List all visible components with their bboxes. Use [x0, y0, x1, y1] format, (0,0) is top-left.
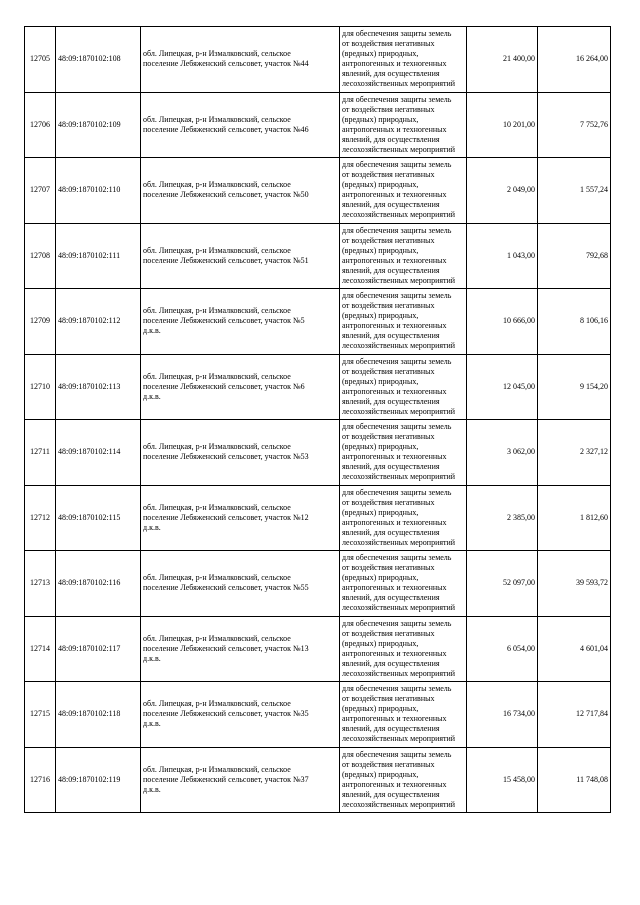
- value-cell: 7 752,76: [538, 92, 611, 158]
- cadastral-number-cell: 48:09:1870102:108: [56, 27, 141, 93]
- address-line: поселение Лебяженский сельсовет, участок №35: [143, 709, 309, 719]
- value-cell: 16 264,00: [538, 27, 611, 93]
- value-cell: 4 601,04: [538, 616, 611, 682]
- address-cell: [141, 223, 340, 289]
- value-cell: 1 557,24: [538, 158, 611, 224]
- address-cell: [141, 551, 340, 617]
- purpose-line: лесохозяйственных мероприятий: [342, 79, 456, 89]
- table-row: [25, 747, 611, 813]
- address-cell: [141, 27, 340, 93]
- purpose-line: для обеспечения защиты земель: [342, 94, 452, 104]
- purpose-line: от воздействия негативных: [342, 432, 435, 442]
- address-cell: [141, 158, 340, 224]
- area-cell: 2 385,00: [467, 485, 538, 551]
- address-cell: [141, 92, 340, 158]
- purpose-line: явлений, для осуществления: [342, 134, 440, 144]
- purpose-line: антропогенных и техногенных: [342, 321, 447, 331]
- value-cell: 39 593,72: [538, 551, 611, 617]
- purpose-line: явлений, для осуществления: [342, 396, 440, 406]
- address-line: обл. Липецкая, р-н Измалковский, сельское: [143, 442, 291, 452]
- purpose-line: (вредных) природных,: [342, 638, 419, 648]
- table-row: [25, 485, 611, 551]
- purpose-line: явлений, для осуществления: [342, 527, 440, 537]
- record-number-cell: 12711: [25, 420, 56, 486]
- purpose-line: явлений, для осуществления: [342, 265, 440, 275]
- table-row: [25, 354, 611, 420]
- value-cell: 1 812,60: [538, 485, 611, 551]
- purpose-cell: [340, 616, 467, 682]
- cadastral-number-cell: 48:09:1870102:113: [56, 354, 141, 420]
- purpose-line: явлений, для осуществления: [342, 593, 440, 603]
- address-cell: [141, 616, 340, 682]
- purpose-line: антропогенных и техногенных: [342, 386, 447, 396]
- purpose-line: от воздействия негативных: [342, 563, 435, 573]
- purpose-line: антропогенных и техногенных: [342, 648, 447, 658]
- purpose-line: от воздействия негативных: [342, 694, 435, 704]
- purpose-line: (вредных) природных,: [342, 573, 419, 583]
- value-cell: 8 106,16: [538, 289, 611, 355]
- address-line: д.к.в.: [143, 326, 161, 336]
- cadastral-number-cell: 48:09:1870102:111: [56, 223, 141, 289]
- area-cell: 10 201,00: [467, 92, 538, 158]
- address-line: обл. Липецкая, р-н Измалковский, сельское: [143, 371, 291, 381]
- area-cell: 16 734,00: [467, 682, 538, 748]
- address-cell: [141, 485, 340, 551]
- purpose-line: для обеспечения защиты земель: [342, 553, 452, 563]
- purpose-line: явлений, для осуществления: [342, 69, 440, 79]
- purpose-cell: [340, 158, 467, 224]
- value-cell: 792,68: [538, 223, 611, 289]
- area-cell: 10 666,00: [467, 289, 538, 355]
- purpose-line: от воздействия негативных: [342, 366, 435, 376]
- address-line: обл. Липецкая, р-н Измалковский, сельское: [143, 633, 291, 643]
- address-line: поселение Лебяженский сельсовет, участок №44: [143, 59, 309, 69]
- address-line: д.к.в.: [143, 784, 161, 794]
- address-line: поселение Лебяженский сельсовет, участок №53: [143, 452, 309, 462]
- address-line: обл. Липецкая, р-н Измалковский, сельское: [143, 699, 291, 709]
- cadastral-number-cell: 48:09:1870102:115: [56, 485, 141, 551]
- purpose-line: от воздействия негативных: [342, 170, 435, 180]
- address-line: обл. Липецкая, р-н Измалковский, сельское: [143, 502, 291, 512]
- purpose-cell: [340, 223, 467, 289]
- purpose-line: (вредных) природных,: [342, 769, 419, 779]
- address-line: поселение Лебяженский сельсовет, участок №5: [143, 316, 305, 326]
- record-number-cell: 12709: [25, 289, 56, 355]
- cadastral-number-cell: 48:09:1870102:117: [56, 616, 141, 682]
- purpose-line: от воздействия негативных: [342, 497, 435, 507]
- purpose-line: антропогенных и техногенных: [342, 517, 447, 527]
- value-cell: 2 327,12: [538, 420, 611, 486]
- purpose-line: лесохозяйственных мероприятий: [342, 668, 456, 678]
- purpose-line: (вредных) природных,: [342, 442, 419, 452]
- cadastral-number-cell: 48:09:1870102:116: [56, 551, 141, 617]
- value-cell: 11 748,08: [538, 747, 611, 813]
- address-line: д.к.в.: [143, 653, 161, 663]
- purpose-cell: [340, 747, 467, 813]
- purpose-line: лесохозяйственных мероприятий: [342, 275, 456, 285]
- purpose-line: для обеспечения защиты земель: [342, 356, 452, 366]
- purpose-line: лесохозяйственных мероприятий: [342, 406, 456, 416]
- address-line: обл. Липецкая, р-н Измалковский, сельское: [143, 114, 291, 124]
- address-line: обл. Липецкая, р-н Измалковский, сельское: [143, 49, 291, 59]
- purpose-line: антропогенных и техногенных: [342, 59, 447, 69]
- purpose-line: явлений, для осуществления: [342, 789, 440, 799]
- purpose-line: лесохозяйственных мероприятий: [342, 341, 456, 351]
- cadastral-number-cell: 48:09:1870102:114: [56, 420, 141, 486]
- address-line: поселение Лебяженский сельсовет, участок №13: [143, 643, 309, 653]
- address-line: обл. Липецкая, р-н Измалковский, сельское: [143, 573, 291, 583]
- purpose-line: для обеспечения защиты земель: [342, 160, 452, 170]
- table-row: [25, 27, 611, 93]
- purpose-line: (вредных) природных,: [342, 245, 419, 255]
- purpose-line: для обеспечения защиты земель: [342, 29, 452, 39]
- table-row: [25, 682, 611, 748]
- record-number-cell: 12716: [25, 747, 56, 813]
- purpose-line: антропогенных и техногенных: [342, 583, 447, 593]
- purpose-line: явлений, для осуществления: [342, 658, 440, 668]
- purpose-line: лесохозяйственных мероприятий: [342, 799, 456, 809]
- purpose-line: от воздействия негативных: [342, 39, 435, 49]
- purpose-line: от воздействия негативных: [342, 235, 435, 245]
- area-cell: 12 045,00: [467, 354, 538, 420]
- address-line: поселение Лебяженский сельсовет, участок №6: [143, 381, 305, 391]
- purpose-line: для обеспечения защиты земель: [342, 684, 452, 694]
- value-cell: 9 154,20: [538, 354, 611, 420]
- purpose-line: антропогенных и техногенных: [342, 255, 447, 265]
- purpose-cell: [340, 682, 467, 748]
- record-number-cell: 12714: [25, 616, 56, 682]
- purpose-line: для обеспечения защиты земель: [342, 487, 452, 497]
- purpose-line: антропогенных и техногенных: [342, 779, 447, 789]
- purpose-line: лесохозяйственных мероприятий: [342, 472, 456, 482]
- address-line: поселение Лебяженский сельсовет, участок №37: [143, 774, 309, 784]
- purpose-line: для обеспечения защиты земель: [342, 618, 452, 628]
- record-number-cell: 12707: [25, 158, 56, 224]
- address-line: поселение Лебяженский сельсовет, участок №51: [143, 255, 309, 265]
- record-number-cell: 12706: [25, 92, 56, 158]
- table-row: [25, 289, 611, 355]
- purpose-line: явлений, для осуществления: [342, 724, 440, 734]
- cadastral-number-cell: 48:09:1870102:118: [56, 682, 141, 748]
- cadastral-number-cell: 48:09:1870102:109: [56, 92, 141, 158]
- purpose-line: лесохозяйственных мероприятий: [342, 144, 456, 154]
- record-number-cell: 12708: [25, 223, 56, 289]
- cadastral-number-cell: 48:09:1870102:112: [56, 289, 141, 355]
- purpose-cell: [340, 92, 467, 158]
- purpose-line: лесохозяйственных мероприятий: [342, 537, 456, 547]
- area-cell: 1 043,00: [467, 223, 538, 289]
- table-body: [25, 27, 611, 813]
- purpose-line: (вредных) природных,: [342, 507, 419, 517]
- value-cell: 12 717,84: [538, 682, 611, 748]
- table-row: [25, 92, 611, 158]
- purpose-line: антропогенных и техногенных: [342, 452, 447, 462]
- address-line: обл. Липецкая, р-н Измалковский, сельское: [143, 306, 291, 316]
- purpose-line: для обеспечения защиты земель: [342, 749, 452, 759]
- purpose-line: от воздействия негативных: [342, 104, 435, 114]
- purpose-cell: [340, 420, 467, 486]
- purpose-line: от воздействия негативных: [342, 759, 435, 769]
- address-cell: [141, 420, 340, 486]
- purpose-cell: [340, 485, 467, 551]
- address-cell: [141, 354, 340, 420]
- area-cell: 2 049,00: [467, 158, 538, 224]
- address-line: поселение Лебяженский сельсовет, участок №50: [143, 190, 309, 200]
- address-line: обл. Липецкая, р-н Измалковский, сельское: [143, 180, 291, 190]
- address-cell: [141, 682, 340, 748]
- area-cell: 15 458,00: [467, 747, 538, 813]
- purpose-line: антропогенных и техногенных: [342, 190, 447, 200]
- table-row: [25, 551, 611, 617]
- purpose-line: лесохозяйственных мероприятий: [342, 734, 456, 744]
- address-line: д.к.в.: [143, 522, 161, 532]
- purpose-line: лесохозяйственных мероприятий: [342, 603, 456, 613]
- area-cell: 52 097,00: [467, 551, 538, 617]
- address-line: поселение Лебяженский сельсовет, участок №55: [143, 583, 309, 593]
- purpose-line: антропогенных и техногенных: [342, 124, 447, 134]
- area-cell: 6 054,00: [467, 616, 538, 682]
- purpose-cell: [340, 289, 467, 355]
- purpose-line: (вредных) природных,: [342, 704, 419, 714]
- record-number-cell: 12715: [25, 682, 56, 748]
- address-line: обл. Липецкая, р-н Измалковский, сельское: [143, 245, 291, 255]
- table-row: [25, 158, 611, 224]
- table-row: [25, 223, 611, 289]
- address-line: д.к.в.: [143, 391, 161, 401]
- purpose-line: для обеспечения защиты земель: [342, 422, 452, 432]
- record-number-cell: 12713: [25, 551, 56, 617]
- record-number-cell: 12710: [25, 354, 56, 420]
- land-plots-table: [24, 26, 611, 813]
- purpose-cell: [340, 27, 467, 93]
- area-cell: 3 062,00: [467, 420, 538, 486]
- purpose-line: явлений, для осуществления: [342, 200, 440, 210]
- cadastral-number-cell: 48:09:1870102:119: [56, 747, 141, 813]
- purpose-cell: [340, 551, 467, 617]
- address-line: поселение Лебяженский сельсовет, участок №46: [143, 124, 309, 134]
- purpose-line: от воздействия негативных: [342, 628, 435, 638]
- record-number-cell: 12705: [25, 27, 56, 93]
- address-line: д.к.в.: [143, 719, 161, 729]
- purpose-line: от воздействия негативных: [342, 301, 435, 311]
- area-cell: 21 400,00: [467, 27, 538, 93]
- purpose-line: явлений, для осуществления: [342, 462, 440, 472]
- purpose-line: (вредных) природных,: [342, 114, 419, 124]
- table-row: [25, 616, 611, 682]
- purpose-line: (вредных) природных,: [342, 180, 419, 190]
- cadastral-number-cell: 48:09:1870102:110: [56, 158, 141, 224]
- purpose-line: для обеспечения защиты земель: [342, 225, 452, 235]
- record-number-cell: 12712: [25, 485, 56, 551]
- purpose-line: (вредных) природных,: [342, 376, 419, 386]
- address-cell: [141, 747, 340, 813]
- purpose-line: (вредных) природных,: [342, 49, 419, 59]
- address-cell: [141, 289, 340, 355]
- purpose-line: антропогенных и техногенных: [342, 714, 447, 724]
- purpose-line: явлений, для осуществления: [342, 331, 440, 341]
- purpose-cell: [340, 354, 467, 420]
- address-line: поселение Лебяженский сельсовет, участок №12: [143, 512, 309, 522]
- purpose-line: для обеспечения защиты земель: [342, 291, 452, 301]
- purpose-line: лесохозяйственных мероприятий: [342, 210, 456, 220]
- purpose-line: (вредных) природных,: [342, 311, 419, 321]
- table-row: [25, 420, 611, 486]
- address-line: обл. Липецкая, р-н Измалковский, сельское: [143, 764, 291, 774]
